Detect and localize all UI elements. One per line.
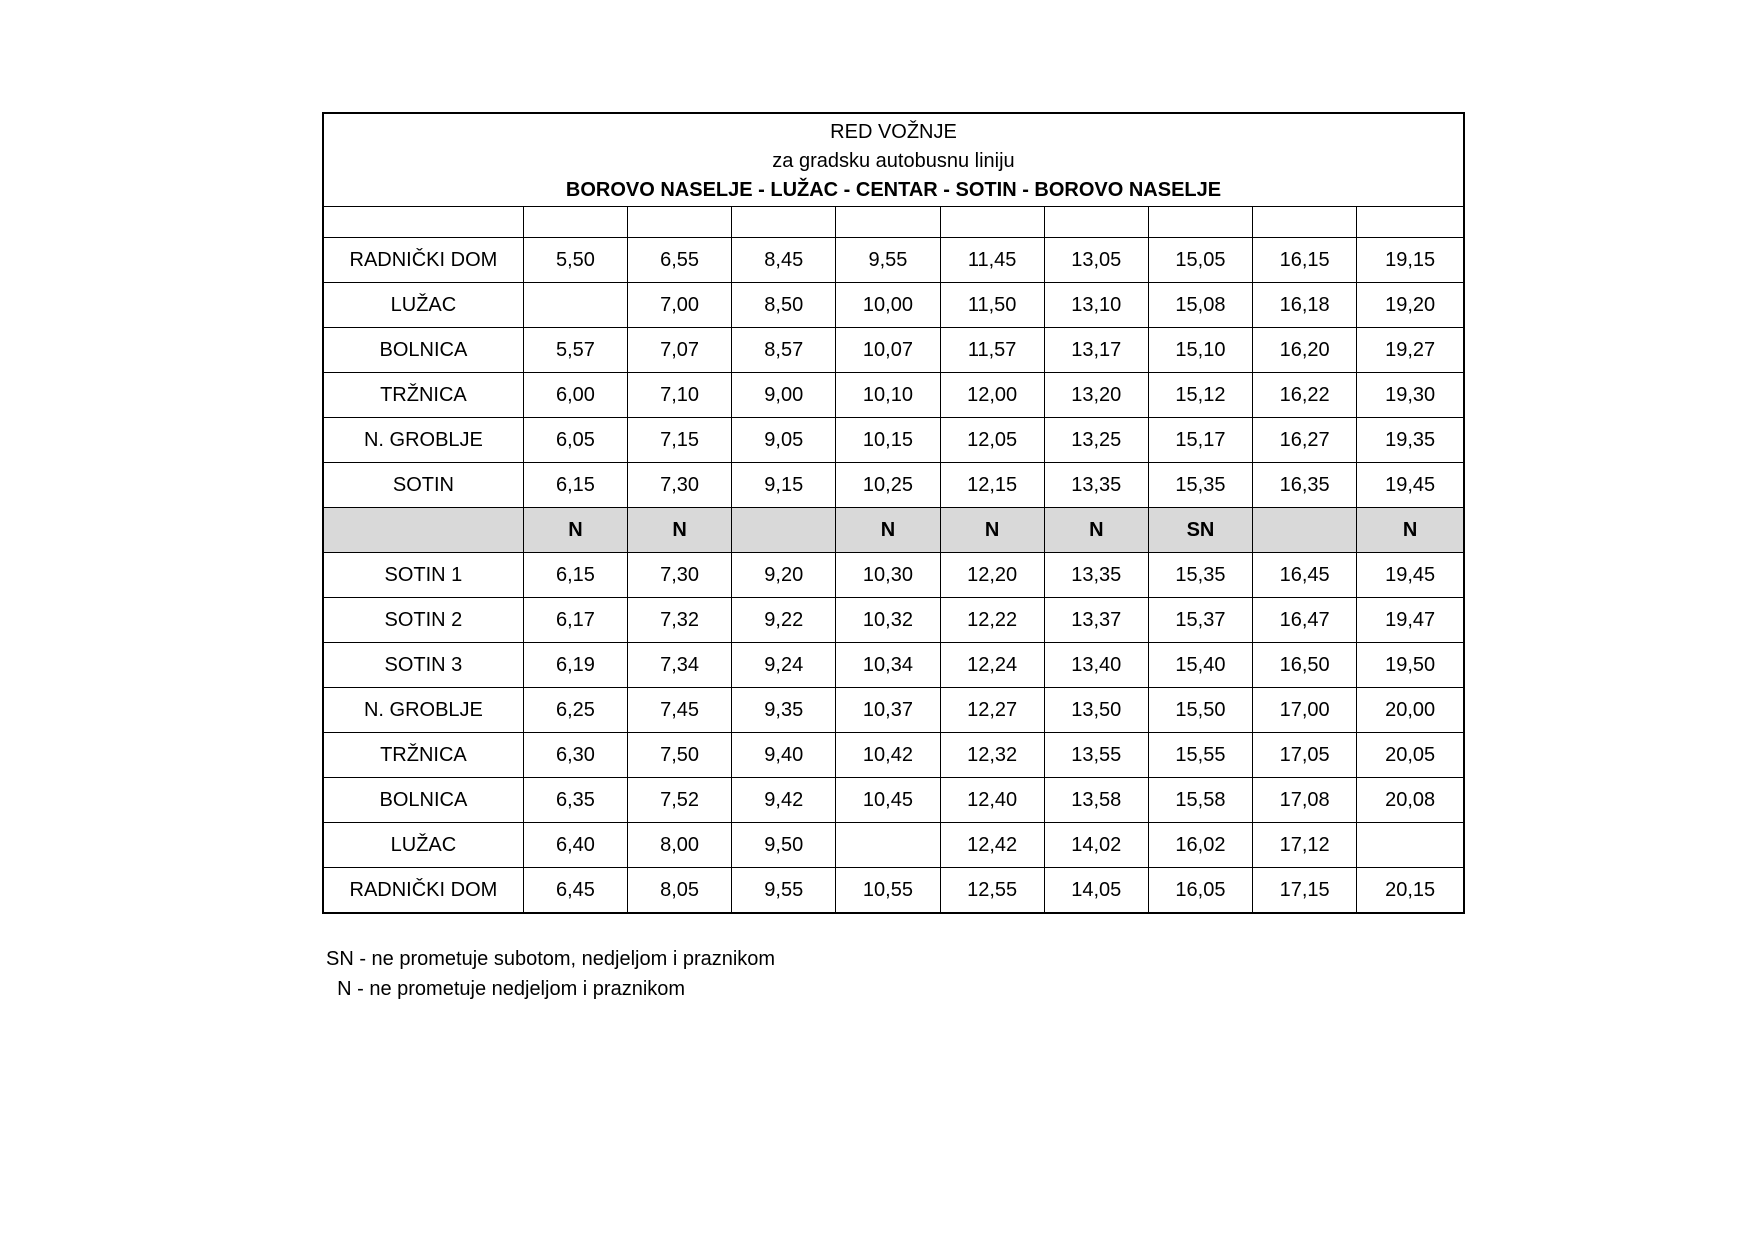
- legend: [326, 944, 775, 1004]
- departure-time: 7,30: [628, 553, 732, 598]
- route-name: BOROVO NASELJE - LUŽAC - CENTAR - SOTIN - BOROVO NASELJE: [565, 179, 1222, 201]
- departure-time: 20,00: [1357, 688, 1464, 733]
- departure-time: 6,25: [523, 688, 627, 733]
- departure-time: 15,35: [1148, 553, 1252, 598]
- timetable-row: [323, 283, 1464, 328]
- timetable-row: [323, 418, 1464, 463]
- departure-time: 19,50: [1357, 643, 1464, 688]
- departure-time: 15,08: [1148, 283, 1252, 328]
- departure-time: 10,30: [836, 553, 940, 598]
- departure-time: 10,25: [836, 463, 940, 508]
- departure-time: 8,05: [628, 868, 732, 914]
- timetable-body: [323, 113, 1464, 913]
- empty-cell: [1357, 207, 1464, 238]
- stop-name: RADNIČKI DOM: [323, 238, 523, 283]
- stop-name: N. GROBLJE: [323, 418, 523, 463]
- departure-time: 9,20: [732, 553, 836, 598]
- timetable-row: [323, 688, 1464, 733]
- departure-time: 15,17: [1148, 418, 1252, 463]
- departure-time: 12,15: [940, 463, 1044, 508]
- departure-time: 16,02: [1148, 823, 1252, 868]
- departure-time: 13,35: [1044, 463, 1148, 508]
- departure-time: 9,00: [732, 373, 836, 418]
- departure-time: 8,00: [628, 823, 732, 868]
- departure-time: 20,05: [1357, 733, 1464, 778]
- timetable-subtitle: za gradsku autobusnu liniju: [772, 150, 1015, 172]
- departure-time: 10,42: [836, 733, 940, 778]
- stop-name: RADNIČKI DOM: [323, 868, 523, 914]
- departure-time: 20,08: [1357, 778, 1464, 823]
- departure-time: 16,20: [1253, 328, 1357, 373]
- departure-time: 16,45: [1253, 553, 1357, 598]
- departure-time: 13,20: [1044, 373, 1148, 418]
- departure-time: 12,05: [940, 418, 1044, 463]
- timetable: [322, 112, 1465, 914]
- service-flag-row: [323, 508, 1464, 553]
- stop-name: SOTIN: [323, 463, 523, 508]
- timetable-row: [323, 328, 1464, 373]
- departure-time: 12,00: [940, 373, 1044, 418]
- departure-time: 7,32: [628, 598, 732, 643]
- departure-time: 19,20: [1357, 283, 1464, 328]
- empty-cell: [323, 207, 523, 238]
- departure-time: 7,07: [628, 328, 732, 373]
- departure-time: 12,32: [940, 733, 1044, 778]
- departure-time: 19,15: [1357, 238, 1464, 283]
- departure-time: 7,45: [628, 688, 732, 733]
- departure-time: 6,19: [523, 643, 627, 688]
- departure-time: 20,15: [1357, 868, 1464, 914]
- departure-time: 9,05: [732, 418, 836, 463]
- departure-time: 6,15: [523, 463, 627, 508]
- departure-time: 15,35: [1148, 463, 1252, 508]
- service-flag: SN: [1148, 508, 1252, 553]
- departure-time: 17,12: [1253, 823, 1357, 868]
- departure-time: 14,05: [1044, 868, 1148, 914]
- departure-time: 16,35: [1253, 463, 1357, 508]
- departure-time: 9,42: [732, 778, 836, 823]
- departure-time: 12,27: [940, 688, 1044, 733]
- departure-time: 13,10: [1044, 283, 1148, 328]
- stop-name: BOLNICA: [323, 778, 523, 823]
- departure-time: 10,15: [836, 418, 940, 463]
- departure-time: 15,10: [1148, 328, 1252, 373]
- departure-time: 12,40: [940, 778, 1044, 823]
- departure-time: 9,40: [732, 733, 836, 778]
- departure-time: 12,22: [940, 598, 1044, 643]
- departure-time: 16,05: [1148, 868, 1252, 914]
- timetable-row: [323, 238, 1464, 283]
- empty-cell: [523, 207, 627, 238]
- departure-time: 7,15: [628, 418, 732, 463]
- departure-time: 13,05: [1044, 238, 1148, 283]
- stop-name: TRŽNICA: [323, 733, 523, 778]
- departure-time: 9,55: [732, 868, 836, 914]
- departure-time: 9,50: [732, 823, 836, 868]
- departure-time: [836, 823, 940, 868]
- departure-time: 10,34: [836, 643, 940, 688]
- departure-time: 13,37: [1044, 598, 1148, 643]
- stop-name: LUŽAC: [323, 283, 523, 328]
- departure-time: 6,15: [523, 553, 627, 598]
- departure-time: 12,55: [940, 868, 1044, 914]
- departure-time: 14,02: [1044, 823, 1148, 868]
- timetable-row: [323, 598, 1464, 643]
- empty-cell: [732, 207, 836, 238]
- empty-cell: [836, 207, 940, 238]
- departure-time: 19,45: [1357, 553, 1464, 598]
- departure-time: 12,20: [940, 553, 1044, 598]
- empty-cell: [940, 207, 1044, 238]
- departure-time: 8,50: [732, 283, 836, 328]
- departure-time: 16,15: [1253, 238, 1357, 283]
- departure-time: 10,07: [836, 328, 940, 373]
- stop-name: LUŽAC: [323, 823, 523, 868]
- departure-time: 15,05: [1148, 238, 1252, 283]
- departure-time: 13,55: [1044, 733, 1148, 778]
- departure-time: 7,10: [628, 373, 732, 418]
- timetable-row: [323, 463, 1464, 508]
- stop-name: TRŽNICA: [323, 373, 523, 418]
- departure-time: 12,24: [940, 643, 1044, 688]
- departure-time: 10,10: [836, 373, 940, 418]
- timetable-row: [323, 553, 1464, 598]
- departure-time: 19,35: [1357, 418, 1464, 463]
- service-flag: N: [1357, 508, 1464, 553]
- timetable-row: [323, 643, 1464, 688]
- departure-time: 11,50: [940, 283, 1044, 328]
- departure-time: 9,35: [732, 688, 836, 733]
- stop-name: SOTIN 2: [323, 598, 523, 643]
- stop-name: SOTIN 3: [323, 643, 523, 688]
- service-flag: N: [628, 508, 732, 553]
- service-flag: [1253, 508, 1357, 553]
- service-flag: N: [836, 508, 940, 553]
- departure-time: 9,24: [732, 643, 836, 688]
- departure-time: 16,27: [1253, 418, 1357, 463]
- departure-time: 16,47: [1253, 598, 1357, 643]
- departure-time: 13,25: [1044, 418, 1148, 463]
- service-flag: [732, 508, 836, 553]
- empty-cell: [1148, 207, 1252, 238]
- departure-time: 6,35: [523, 778, 627, 823]
- empty-cell: [1044, 207, 1148, 238]
- departure-time: 7,00: [628, 283, 732, 328]
- departure-time: 19,30: [1357, 373, 1464, 418]
- departure-time: [523, 283, 627, 328]
- departure-time: 15,58: [1148, 778, 1252, 823]
- departure-time: 8,57: [732, 328, 836, 373]
- timetable-row: [323, 868, 1464, 914]
- departure-time: 15,40: [1148, 643, 1252, 688]
- stop-name: SOTIN 1: [323, 553, 523, 598]
- departure-time: 6,00: [523, 373, 627, 418]
- departure-time: 19,47: [1357, 598, 1464, 643]
- empty-cell: [628, 207, 732, 238]
- timetable-row: [323, 373, 1464, 418]
- departure-time: 7,50: [628, 733, 732, 778]
- departure-time: 19,45: [1357, 463, 1464, 508]
- stop-name: BOLNICA: [323, 328, 523, 373]
- timetable-table: [322, 112, 1465, 914]
- departure-time: 10,55: [836, 868, 940, 914]
- departure-time: 10,32: [836, 598, 940, 643]
- title-row: [323, 113, 1464, 207]
- departure-time: 9,55: [836, 238, 940, 283]
- departure-time: 7,52: [628, 778, 732, 823]
- departure-time: 5,57: [523, 328, 627, 373]
- departure-time: 8,45: [732, 238, 836, 283]
- departure-time: 13,50: [1044, 688, 1148, 733]
- departure-time: 11,45: [940, 238, 1044, 283]
- timetable-row: [323, 778, 1464, 823]
- legend-sn: SN - ne prometuje subotom, nedjeljom i praznikom: [326, 948, 776, 970]
- departure-time: 9,15: [732, 463, 836, 508]
- title-cell: [323, 113, 1464, 207]
- departure-time: 15,50: [1148, 688, 1252, 733]
- departure-time: 17,08: [1253, 778, 1357, 823]
- departure-time: 6,45: [523, 868, 627, 914]
- departure-time: 15,37: [1148, 598, 1252, 643]
- timetable-row: [323, 823, 1464, 868]
- departure-time: 17,00: [1253, 688, 1357, 733]
- service-flag: N: [1044, 508, 1148, 553]
- timetable-title: RED VOŽNJE: [830, 121, 957, 143]
- service-flag: N: [940, 508, 1044, 553]
- departure-time: 15,12: [1148, 373, 1252, 418]
- departure-time: 13,17: [1044, 328, 1148, 373]
- legend-n: N - ne prometuje nedjeljom i praznikom: [326, 978, 686, 1000]
- departure-time: 17,15: [1253, 868, 1357, 914]
- departure-time: 13,35: [1044, 553, 1148, 598]
- departure-time: 9,22: [732, 598, 836, 643]
- service-flag: N: [523, 508, 627, 553]
- departure-time: 10,00: [836, 283, 940, 328]
- departure-time: 11,57: [940, 328, 1044, 373]
- departure-time: 13,58: [1044, 778, 1148, 823]
- departure-time: 16,18: [1253, 283, 1357, 328]
- departure-time: 19,27: [1357, 328, 1464, 373]
- blank-header-row: [323, 207, 1464, 238]
- departure-time: 12,42: [940, 823, 1044, 868]
- departure-time: 6,40: [523, 823, 627, 868]
- departure-time: 15,55: [1148, 733, 1252, 778]
- departure-time: 6,17: [523, 598, 627, 643]
- departure-time: 7,30: [628, 463, 732, 508]
- departure-time: 6,05: [523, 418, 627, 463]
- departure-time: 7,34: [628, 643, 732, 688]
- departure-time: 16,50: [1253, 643, 1357, 688]
- departure-time: 5,50: [523, 238, 627, 283]
- departure-time: 10,45: [836, 778, 940, 823]
- timetable-row: [323, 733, 1464, 778]
- departure-time: [1357, 823, 1464, 868]
- departure-time: 13,40: [1044, 643, 1148, 688]
- departure-time: 16,22: [1253, 373, 1357, 418]
- empty-cell: [323, 508, 523, 553]
- empty-cell: [1253, 207, 1357, 238]
- departure-time: 6,30: [523, 733, 627, 778]
- stop-name: N. GROBLJE: [323, 688, 523, 733]
- departure-time: 6,55: [628, 238, 732, 283]
- departure-time: 10,37: [836, 688, 940, 733]
- departure-time: 17,05: [1253, 733, 1357, 778]
